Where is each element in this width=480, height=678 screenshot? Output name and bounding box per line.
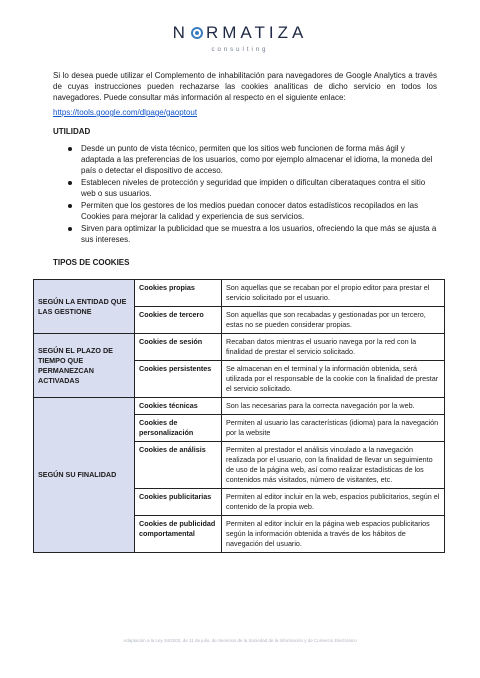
cookie-desc-cell: Se almacenan en el terminal y la información obtenida, será utilizada por el responsable de la cookie con la finalidad de prestar el servicio solicitado. [222, 361, 445, 398]
cookie-type-cell: Cookies de publicidad comportamental [135, 516, 222, 553]
cookie-desc-cell: Son las necesarias para la correcta navegación por la web. [222, 398, 445, 415]
tipos-heading: TIPOS DE COOKIES [53, 258, 130, 267]
cookie-desc-cell: Recaban datos mientras el usuario navega por la red con la finalidad de prestar el servicio solicitado. [222, 334, 445, 361]
list-item-text: Establecen niveles de protección y seguridad que impiden o dificultan ciberataques contra el sitio web o sus usuarios. [81, 178, 426, 198]
list-item [53, 143, 437, 176]
logo-letter-n: N [172, 23, 189, 42]
logo-subtitle: consulting [211, 47, 269, 53]
gaoptout-link[interactable]: https://tools.google.com/dlpage/gaoptout [53, 108, 198, 117]
table-row [34, 334, 445, 361]
bullet-icon [68, 227, 72, 231]
intro-paragraph: Si lo desea puede utilizar el Complemento de inhabilitación para navegadores de Google Analytics a través de cuyas instrucciones pueden rechazarse las cookies analíticas de dicho servicio en todos los navegadores. Puede consultar más información al respecto en el siguiente enlace: [53, 71, 437, 102]
logo-wordmark [173, 24, 308, 42]
company-logo [0, 24, 480, 53]
cookie-type-cell: Cookies de personalización [135, 415, 222, 442]
utilidad-list [53, 143, 437, 246]
cookie-desc-cell: Permiten al editor incluir en la página web espacios publicitarios según la información obtenida a través de los hábitos de navegación del usuario. [222, 516, 445, 553]
cookie-type-cell: Cookies de tercero [135, 307, 222, 334]
bullet-icon [68, 181, 72, 185]
cookie-type-cell: Cookies propias [135, 280, 222, 307]
list-item-text: Permiten que los gestores de los medios puedan conocer datos estadísticos recopilados en las Cookies para mejorar la calidad y experiencia de sus servicios. [81, 201, 419, 221]
utilidad-heading: UTILIDAD [53, 127, 91, 136]
cookie-type-cell: Cookies publicitarias [135, 489, 222, 516]
bullet-icon [68, 204, 72, 208]
bullet-icon [68, 147, 72, 151]
list-item [53, 177, 437, 199]
list-item-text: Desde un punto de vista técnico, permiten que los sitios web funcionen de forma más ágil y adaptada a las preferencias de los usuarios, como por ejemplo almacenar el idioma, la moneda del país o detectar el dispositivo de acceso. [81, 144, 433, 175]
page-footer: Adaptación a la Ley 34/2002, de 11 de julio, de Servicios de la Sociedad de la Información y de Comercio Electrónico [123, 638, 357, 643]
cookie-desc-cell: Son aquellas que se recaban por el propio editor para prestar el servicio solicitado por el usuario. [222, 280, 445, 307]
table-row [34, 398, 445, 415]
group-cell: SEGÚN EL PLAZO DE TIEMPO QUE PERMANEZCAN ACTIVADAS [34, 334, 135, 398]
logo-o-mark-icon [191, 27, 203, 39]
list-item-text: Sirven para optimizar la publicidad que se muestra a los usuarios, ofreciendo la que más se ajusta a sus intereses. [81, 224, 437, 244]
group-cell: SEGÚN SU FINALIDAD [34, 398, 135, 553]
list-item [53, 200, 437, 222]
group-cell: SEGÚN LA ENTIDAD QUE LAS GESTIONE [34, 280, 135, 334]
list-item [53, 223, 437, 245]
cookie-desc-cell: Permiten al editor incluir en la web, espacios publicitarios, según el contenido de la propia web. [222, 489, 445, 516]
cookie-desc-cell: Permiten al prestador el análisis vinculado a la navegación realizada por el usuario, con la finalidad de llevar un seguimiento de uso de la página web, así como realizar estadísticas de los contenidos más visitados, número de visitantes, etc. [222, 442, 445, 489]
cookie-type-cell: Cookies de sesión [135, 334, 222, 361]
cookie-types-table [33, 279, 445, 553]
cookie-desc-cell: Son aquellas que son recabadas y gestionadas por un tercero, estas no se pueden considerar propias. [222, 307, 445, 334]
table-row [34, 280, 445, 307]
cookie-type-cell: Cookies técnicas [135, 398, 222, 415]
cookie-type-cell: Cookies de análisis [135, 442, 222, 489]
cookie-desc-cell: Permiten al usuario las características (idioma) para la navegación por la website [222, 415, 445, 442]
logo-text: RMATIZA [205, 23, 308, 42]
cookie-type-cell: Cookies persistentes [135, 361, 222, 398]
